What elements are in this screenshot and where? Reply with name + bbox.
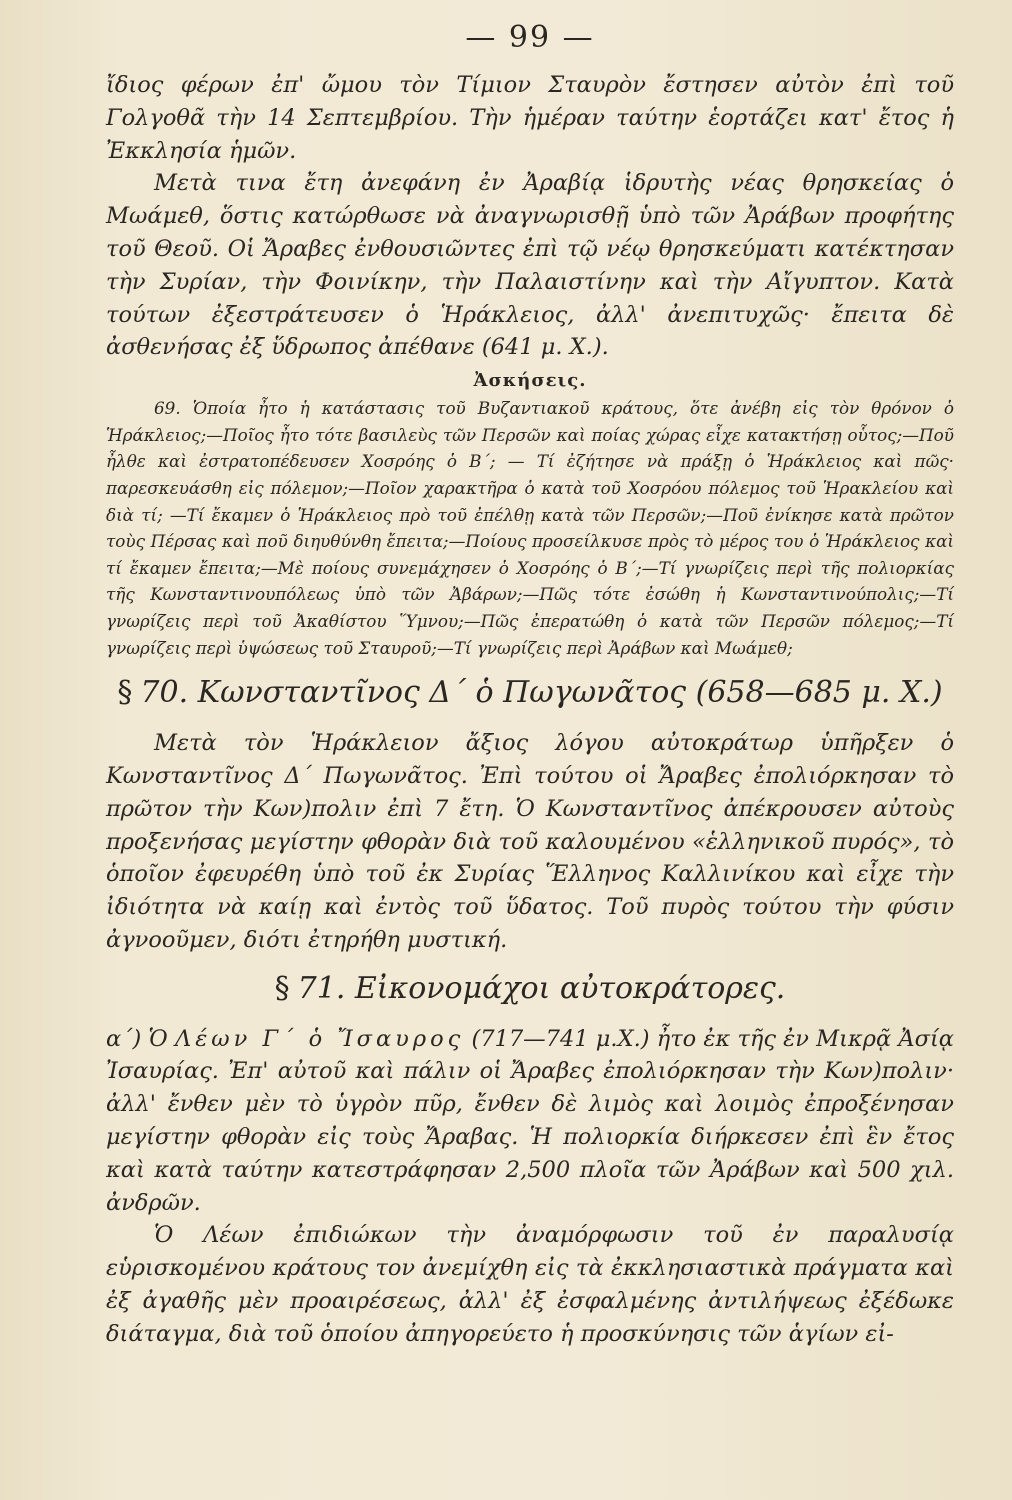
emperor-name: Λέων Γ΄ ὁ Ἴσαυρος	[174, 1025, 465, 1052]
exercises-text: 69. Ὁποία ἦτο ἡ κατάστασις τοῦ Βυζαντιακοῦ κράτους, ὅτε ἀνέβη εἰς τὸν θρόνον ὁ Ἡράκλειος;—Ποῖος ἦτο τότε βασιλεὺς τῶν Περσῶν καὶ ποίας χώρας εἶχε κατακτήσῃ οὗτος;—Ποῦ ἦλθε καὶ ἐστρατοπέδευσεν Χοσρόης ὁ Β΄; — Τί ἐζήτησε νὰ πράξῃ ὁ Ἡράκλειος καὶ πῶς· παρεσκευάσθη εἰς πόλεμον;—Ποῖον χαρακτῆρα ὁ κατὰ τοῦ Χοσρόου πόλεμος τοῦ Ἡρακλείου καὶ διὰ τί; —Τί ἔκαμεν ὁ Ἡράκλειος πρὸ τοῦ ἐπέλθῃ κατὰ τῶν Περσῶν;—Ποῦ ἐνίκησε κατὰ πρῶτον τοὺς Πέρσας καὶ ποῦ διηυθύνθη ἔπειτα;—Ποίους προσείλκυσε πρὸς τὸ μέρος του ὁ Ἡράκλειος καὶ τί ἔκαμεν ἔπειτα;—Μὲ ποίους συνεμάχησεν ὁ Χοσρόης ὁ Β΄;—Τί γνωρίζεις περὶ τῆς πολιορκίας τῆς Κωνσταντινουπόλεως ὑπὸ τῶν Ἀβάρων;—Πῶς τότε ἐσώθη ἡ Κωνσταντινούπολις;—Τί γνωρίζεις περὶ τοῦ Ἀκαθίστου Ὕμνου;—Πῶς ἐπερατώθη ὁ κατὰ τῶν Περσῶν πόλεμος;—Τί γνωρίζεις περὶ ὑψώσεως τοῦ Σταυροῦ;—Τί γνωρίζεις περὶ Ἀράβων καὶ Μωάμεθ;	[106, 398, 954, 658]
exercises-heading: Ἀσκήσεις.	[473, 370, 587, 392]
section-71-heading	[106, 967, 954, 1011]
section-71-text-2: Ὁ Λέων ἐπιδιώκων τὴν ἀναμόρφωσιν τοῦ ἐν παραλυσίᾳ εὑρισκομένου κράτους τον ἀνεμίχθη εἰς τὰ ἐκκλησιαστικὰ πράγματα καὶ ἐξ ἀγαθῆς μὲν προαιρέσεως, ἀλλ' ἐξ ἐσφαλμένης ἀντιλήψεως ἐξέδωκε διάταγμα, διὰ τοῦ ὁποίου ἀπηγορεύετο ἡ προσκύνησις τῶν ἁγίων εἰ-	[106, 1222, 954, 1347]
section-sign: §	[117, 675, 133, 711]
section-sign: §	[274, 970, 290, 1006]
section-71-title: 71. Εἰκονομάχοι αὐτοκράτορες.	[297, 970, 786, 1006]
item-label: α΄) Ὁ	[106, 1025, 168, 1052]
section-70-title: 70. Κωνσταντῖνος Δ΄ ὁ Πωγωνᾶτος (658—685 μ. Χ.)	[140, 675, 943, 711]
item-text: (717—741 μ.Χ.) ἦτο ἐκ τῆς ἐν Μικρᾷ Ἀσίᾳ Ἰσαυρίας. Ἐπ' αὐτοῦ καὶ πάλιν οἱ Ἄραβες ἐπολιόρκησαν τὴν Κων)πολιν· ἀλλ' ἔνθεν μὲν τὸ ὑγρὸν πῦρ, ἔνθεν δὲ λιμὸς καὶ λοιμὸς ἐπροξένησαν μεγίστην φθορὰν εἰς τοὺς Ἄραβας. Ἡ πολιορκία διήρκεσεν ἐπὶ ἓν ἔτος καὶ κατὰ ταύτην κατεστράφησαν 2,500 πλοῖα τῶν Ἀράβων καὶ 500 χιλ. ἀνδρῶν.	[106, 1025, 954, 1216]
paragraph-hieracleios-cross: ἴδιος φέρων ἐπ' ὤμου τὸν Τίμιον Σταυρὸν ἔστησεν αὐτὸν ἐπὶ τοῦ Γολγοθᾶ τὴν 14 Σεπτεμβρίου. Τὴν ἡμέραν ταύτην ἑορτάζει κατ' ἔτος ἡ Ἐκκλησία ἡμῶν.	[106, 72, 954, 164]
section-70-heading	[106, 671, 954, 715]
section-71-item-a	[106, 1023, 954, 1220]
paragraph-mohammed: Μετὰ τινα ἔτη ἀνεφάνη ἐν Ἀραβίᾳ ἱδρυτὴς νέας θρησκείας ὁ Μωάμεθ, ὅστις κατώρθωσε νὰ ἀναγνωρισθῇ ὑπὸ τῶν Ἀράβων προφήτης τοῦ Θεοῦ. Οἱ Ἄραβες ἐνθουσιῶντες ἐπὶ τῷ νέῳ θρησκεύματι κατέκτησαν τὴν Συρίαν, τὴν Φοινίκην, τὴν Παλαιστίνην καὶ τὴν Αἴγυπτον. Κατὰ τούτων ἐξεστράτευσεν ὁ Ἡράκλειος, ἀλλ' ἀνεπιτυχῶς· ἔπειτα δὲ ἀσθενήσας ἐξ ὕδρωπος ἀπέθανε (641 μ. Χ.).	[106, 170, 954, 361]
page-number: — 99 —	[465, 20, 595, 55]
section-70-text: Μετὰ τὸν Ἡράκλειον ἄξιος λόγου αὐτοκράτωρ ὑπῆρξεν ὁ Κωνσταντῖνος Δ΄ Πωγωνᾶτος. Ἐπὶ τούτου οἱ Ἄραβες ἐπολιόρκησαν τὸ πρῶτον τὴν Κων)πολιν ἐπὶ 7 ἔτη. Ὁ Κωνσταντῖνος ἀπέκρουσεν αὐτοὺς προξενήσας μεγίστην φθορὰν διὰ τοῦ καλουμένου «ἑλληνικοῦ πυρός», τὸ ὁποῖον ἐφευρέθη ὑπὸ τοῦ ἐκ Συρίας Ἕλληνος Καλλινίκου καὶ εἶχε τὴν ἰδιότητα νὰ καίῃ καὶ ἐντὸς τοῦ ὕδατος. Τοῦ πυρὸς τούτου τὴν φύσιν ἀγνοοῦμεν, διότι ἐτηρήθη μυστική.	[106, 730, 954, 953]
